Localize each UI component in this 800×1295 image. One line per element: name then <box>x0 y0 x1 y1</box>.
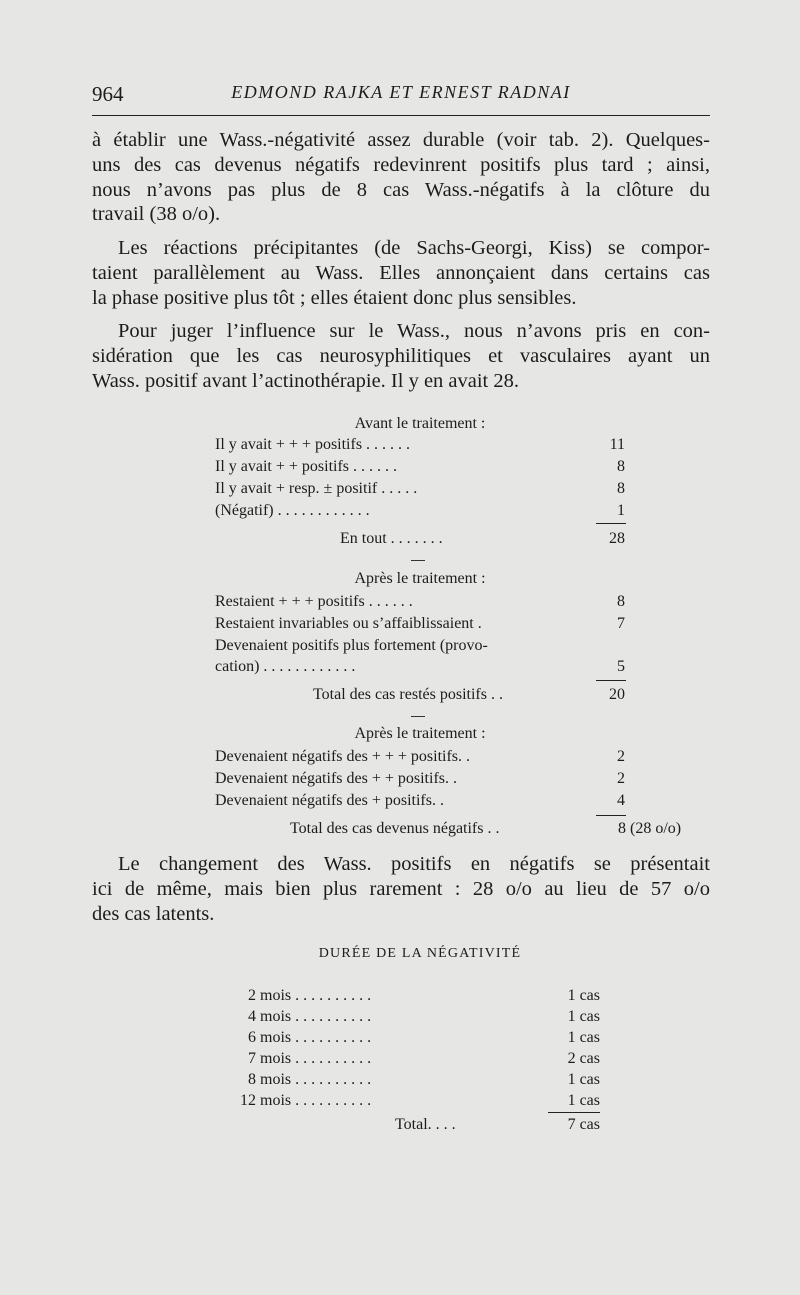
text-line: des cas latents. <box>92 902 215 925</box>
row-value: 1 cas <box>567 987 600 1004</box>
row-months: 6 <box>248 1029 256 1046</box>
total-row <box>313 684 625 706</box>
row-label: Devenaient négatifs des + + positifs. . <box>215 770 457 787</box>
row-value: 1 cas <box>567 1092 600 1109</box>
row-value: 5 <box>617 658 625 675</box>
total-value: 8 (28 o/o) <box>618 820 682 837</box>
total-label: En tout . . . . . . . <box>340 530 443 547</box>
table-title: DURÉE DE LA NÉGATIVITÉ <box>318 946 522 961</box>
row-label: mois . . . . . . . . . . <box>260 1029 372 1046</box>
row-value: 1 cas <box>567 1029 600 1046</box>
row-months: 2 <box>248 987 256 1004</box>
table-row <box>215 746 625 768</box>
row-label: Devenaient positifs plus fortement (provo- <box>215 637 488 654</box>
table-row <box>215 656 625 678</box>
paragraph-4 <box>92 852 710 926</box>
text-line: Le changement des Wass. positifs en négatifs se présentait <box>118 853 710 875</box>
table-row <box>215 478 625 500</box>
row-value: 4 <box>617 792 625 809</box>
table-row <box>215 790 625 812</box>
table-row <box>230 1048 600 1070</box>
row-value: 8 <box>617 593 625 610</box>
text-line: Wass. positif avant l’actinothérapie. Il y en avait 28. <box>92 369 520 392</box>
header-rule <box>92 115 710 116</box>
row-label: Il y avait + + + positifs . . . . . . <box>215 436 411 453</box>
total-row <box>340 528 625 550</box>
running-title: EDMOND RAJKA ET ERNEST RADNAI <box>231 82 571 102</box>
table-row <box>230 1027 600 1049</box>
text-line: sidération que les cas neurosyphilitiques et vasculaires ayant un <box>92 344 710 367</box>
row-value: 2 cas <box>567 1050 600 1067</box>
table-row <box>230 1006 600 1028</box>
row-value: 7 <box>617 615 625 632</box>
text-line: ici de même, mais bien plus rarement : 28 o/o au lieu de 57 o/o <box>92 877 710 900</box>
row-label: mois . . . . . . . . . . <box>260 1050 372 1067</box>
row-value: 2 <box>617 770 625 787</box>
table-row <box>230 1090 600 1112</box>
page-header <box>92 82 710 108</box>
paragraph-1 <box>92 128 710 227</box>
table-heading: Après le traitement : <box>354 570 486 587</box>
row-label: (Négatif) . . . . . . . . . . . . <box>215 502 370 519</box>
text-line: Pour juger l’influence sur le Wass., nous n’avons pris en con- <box>118 320 710 342</box>
total-label: Total des cas devenus négatifs . . <box>290 820 500 837</box>
table-row <box>215 613 625 635</box>
row-months: 8 <box>248 1071 256 1088</box>
row-label: mois . . . . . . . . . . <box>260 1092 372 1109</box>
row-label: cation) . . . . . . . . . . . . <box>215 658 356 675</box>
row-value: 1 <box>617 502 625 519</box>
sum-rule <box>596 523 626 524</box>
paragraph-2 <box>92 236 710 310</box>
row-months: 4 <box>248 1008 256 1025</box>
table-row <box>215 768 625 790</box>
row-value: 1 cas <box>567 1071 600 1088</box>
text-line: la phase positive plus tôt ; elles étaient donc plus sensibles. <box>92 286 577 309</box>
row-months: 7 <box>248 1050 256 1067</box>
total-row <box>395 1114 600 1136</box>
row-label: Devenaient négatifs des + positifs. . <box>215 792 444 809</box>
text-line: travail (38 o/o). <box>92 203 221 226</box>
table-row <box>215 591 625 613</box>
table-row <box>230 1069 600 1091</box>
total-label: Total. . . . <box>395 1116 456 1133</box>
paragraph-3 <box>92 319 710 393</box>
text-line: taient parallèlement au Wass. Elles annonçaient dans certains cas <box>92 261 710 284</box>
table-row <box>215 635 625 657</box>
table-row <box>215 456 625 478</box>
total-value: 28 <box>609 530 625 547</box>
row-label: Devenaient négatifs des + + + positifs. . <box>215 748 471 765</box>
row-label: mois . . . . . . . . . . <box>260 1008 372 1025</box>
total-label: Total des cas restés positifs . . <box>313 686 503 703</box>
row-label: mois . . . . . . . . . . <box>260 1071 372 1088</box>
table-heading: Après le traitement : <box>354 725 486 742</box>
sum-rule <box>596 815 626 816</box>
page-number: 964 <box>92 82 124 106</box>
text-line: à établir une Wass.-négativité assez durable (voir tab. 2). Quelques- <box>92 129 710 151</box>
table-heading: Avant le traitement : <box>354 415 486 432</box>
row-label: Restaient invariables ou s’affaiblissaient . <box>215 615 482 632</box>
table-row <box>215 500 625 522</box>
row-label: Il y avait + resp. ± positif . . . . . <box>215 480 418 497</box>
sum-rule <box>596 680 626 681</box>
separator-dash <box>411 716 425 717</box>
row-value: 2 <box>617 748 625 765</box>
separator-dash <box>411 560 425 561</box>
row-value: 11 <box>609 436 625 453</box>
total-value: 20 <box>609 686 625 703</box>
text-line: uns des cas devenus négatifs redevinrent positifs plus tard ; ainsi, <box>92 153 710 176</box>
row-value: 8 <box>617 458 625 475</box>
row-label: Restaient + + + positifs . . . . . . <box>215 593 413 610</box>
sum-rule <box>548 1112 600 1113</box>
row-label: mois . . . . . . . . . . <box>260 987 372 1004</box>
row-months: 12 <box>240 1092 256 1109</box>
row-label: Il y avait + + positifs . . . . . . <box>215 458 398 475</box>
total-value: 7 cas <box>567 1116 600 1133</box>
table-row <box>230 985 600 1007</box>
total-row <box>290 818 710 840</box>
row-value: 1 cas <box>567 1008 600 1025</box>
table-row <box>215 434 625 456</box>
text-line: nous n’avons pas plus de 8 cas Wass.-négatifs à la clôture du <box>92 178 710 201</box>
text-line: Les réactions précipitantes (de Sachs-Georgi, Kiss) se compor- <box>118 237 710 259</box>
row-value: 8 <box>617 480 625 497</box>
